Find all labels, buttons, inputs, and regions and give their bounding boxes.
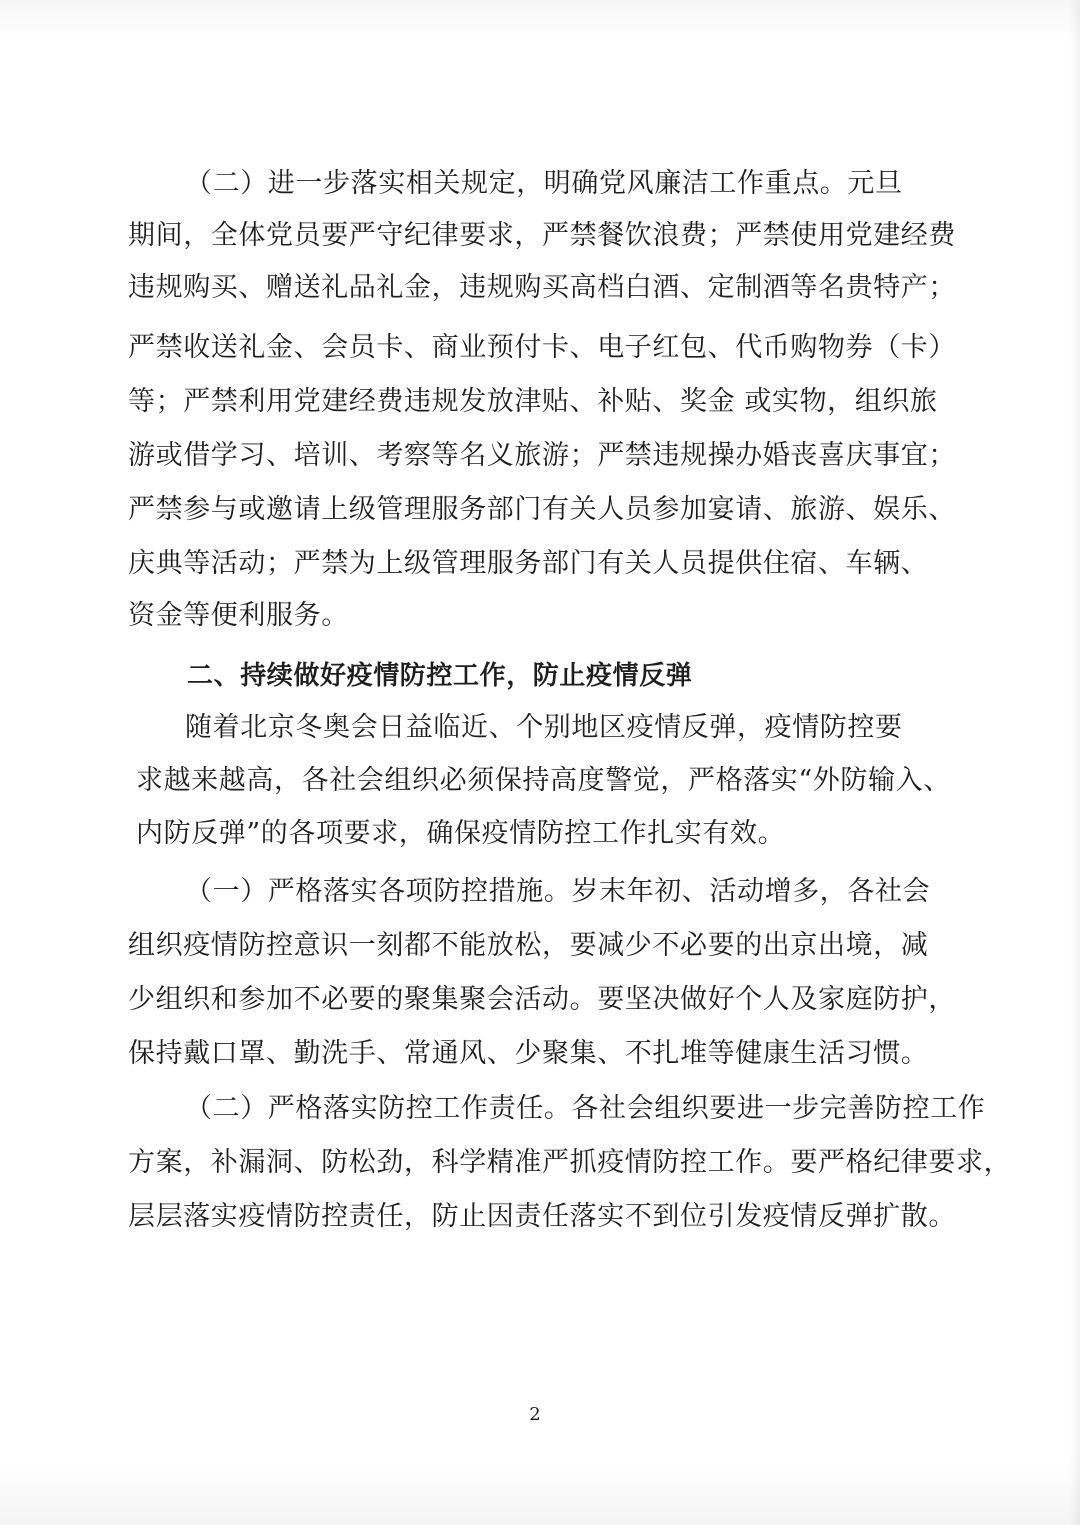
paragraph-line: 严禁参与或邀请上级管理服务部门有关人员参加宴请、旅游、娱乐、: [128, 494, 956, 525]
paragraph-line: 资金等便利服务。: [128, 600, 349, 631]
paragraph-line: 层层落实疫情防控责任，防止因责任落实不到位引发疫情反弹扩散。: [128, 1201, 956, 1232]
paragraph-line: （二）严格落实防控工作责任。各社会组织要进一步完善防控工作: [185, 1093, 986, 1124]
paragraph-line: 保持戴口罩、勤洗手、常通风、少聚集、不扎堆等健康生活习惯。: [128, 1038, 929, 1069]
paragraph-line: （二）进一步落实相关规定，明确党风廉洁工作重点。元旦: [185, 168, 903, 199]
page-number: 2: [529, 1404, 541, 1425]
paragraph-line: 期间，全体党员要严守纪律要求，严禁餐饮浪费；严禁使用党建经费: [128, 220, 956, 251]
paragraph-line: 随着北京冬奥会日益临近、个别地区疫情反弹，疫情防控要: [185, 712, 903, 743]
paragraph-line: 严禁收送礼金、会员卡、商业预付卡、电子红包、代币购物券（卡）: [128, 332, 956, 363]
paragraph-line: 内防反弹”的各项要求，确保疫情防控工作扎实有效。: [136, 818, 786, 849]
paragraph-line: 违规购买、赠送礼品礼金，违规购买高档白酒、定制酒等名贵特产；: [128, 272, 956, 303]
scan-edge-shadow: [1070, 0, 1080, 1525]
paragraph-line: 方案，补漏洞、防松劲，科学精准严抓疫情防控工作。要严格纪律要求，: [128, 1147, 1012, 1178]
paragraph-line: 庆典等活动；严禁为上级管理服务部门有关人员提供住宿、车辆、: [128, 548, 929, 579]
paragraph-line: 组织疫情防控意识一刻都不能放松，要减少不必要的出京出境，减: [128, 930, 929, 961]
paragraph-line: 求越来越高，各社会组织必须保持高度警觉，严格落实“外防输入、: [136, 765, 951, 796]
paragraph-line: 等；严禁利用党建经费违规发放津贴、补贴、奖金 或实物，组织旅: [128, 386, 938, 417]
section-heading: 二、持续做好疫情防控工作，防止疫情反弹: [187, 661, 693, 691]
paragraph-line: （一）严格落实各项防控措施。岁末年初、活动增多，各社会: [185, 876, 931, 907]
paragraph-line: 少组织和参加不必要的聚集聚会活动。要坚决做好个人及家庭防护，: [128, 984, 956, 1015]
paragraph-line: 游或借学习、培训、考察等名义旅游；严禁违规操办婚丧喜庆事宜；: [128, 440, 956, 471]
